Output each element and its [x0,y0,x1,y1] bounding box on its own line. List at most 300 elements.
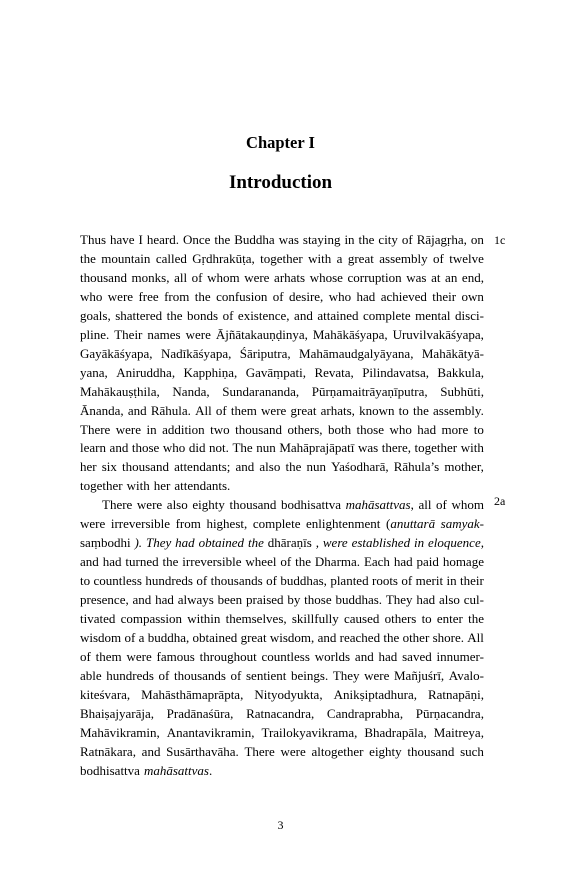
word: attendants. [174,478,231,494]
word: hundreds [106,667,154,683]
italic-term: mahāsattvas [143,762,209,778]
word: did [188,440,206,456]
word: Pradānaśūra, [166,705,234,721]
word: countless [93,573,142,589]
word: eighty [192,497,225,513]
word: the [162,554,179,570]
word: were [80,516,106,532]
word: beings. [291,667,329,683]
word: had [102,554,122,570]
word: They [385,592,413,608]
text-line [80,269,484,288]
word: bonds [187,307,219,323]
italic-term: ). [134,535,143,551]
word: roots [371,573,398,589]
word: homage [442,554,484,570]
word: who [328,288,352,304]
italic-term: had [175,535,195,551]
word: Bhaiṣajyarāja, [80,705,154,721]
word: Rāhula’s [393,459,440,475]
word: thousand [80,269,127,285]
word: presence, [80,592,129,608]
text-line [80,515,484,534]
text-line [80,610,484,629]
word: kiteśvara, [80,686,131,702]
word: turned [125,554,159,570]
word: pline. [80,326,110,342]
word: a [336,250,343,266]
word: cul- [463,592,484,608]
word: a [138,630,145,646]
word: dhāraṇīs [267,535,312,551]
word: of [433,250,444,266]
word: Buddha [234,232,275,247]
text-line [80,553,484,572]
word: corruption [347,269,402,285]
word: Rājagṛha, [416,232,467,247]
italic-term: obtained [198,535,245,551]
word: such [460,743,484,759]
word: was [278,232,299,247]
word: . [208,762,213,778]
word: the [285,459,302,475]
word: known [359,402,395,418]
word: were [185,326,211,342]
word: were [126,648,152,664]
word: wisdom, [269,630,315,646]
word: All [195,402,212,418]
text-line [80,326,484,345]
word: reached [339,630,381,646]
word: mother, [444,459,484,475]
word: those [356,421,384,437]
word: others [384,611,417,627]
word: Pūrṇamaitrāyaṇīputra, [311,383,428,399]
word: mountain [101,250,151,266]
word: with [126,478,150,494]
word: thousand [229,497,277,513]
word: to [80,573,91,589]
word: Ratnākara, [80,743,136,759]
word: were [261,402,287,418]
text-line [80,724,484,743]
text-line [80,496,484,515]
word: were [136,497,163,513]
text-line [80,345,484,364]
word: I [138,232,143,247]
text-line [80,477,484,496]
word: nun [256,440,276,456]
word [144,762,216,781]
word: thousands [173,667,226,683]
word: Each [363,554,390,570]
marginal-reference-2: 2a [494,494,506,508]
word: an [445,269,458,285]
word: worlds [314,648,351,664]
word: and [235,459,255,475]
word: and [317,630,337,646]
word: the [383,630,400,646]
word: of [80,648,91,664]
word: their [460,573,484,589]
word: Aniruddha, [116,364,176,380]
word: praised [246,592,284,608]
italic-term: They [145,535,172,551]
word: addition [162,421,205,437]
word: Gavāṃpati, [245,364,307,380]
word: enter [436,611,463,627]
word: Pūrṇacandra, [415,705,484,721]
word: Kapphiṇa, [183,364,238,380]
text-line [80,762,484,781]
word: six [101,459,117,475]
word: ( [385,516,391,532]
word: and [294,307,313,323]
word: Ratnacandra, [246,705,315,721]
word: Nadīkāśyapa, [160,345,232,361]
word: Dharma. [314,554,361,570]
word: of [436,497,447,513]
word [386,515,435,534]
word: were [280,743,306,759]
word: Mañjuśrī, [393,667,445,683]
text-line [80,421,484,440]
word: within [187,611,221,627]
word: obtained [192,630,238,646]
word: thousand [407,743,455,759]
word: twelve [449,250,484,266]
word: All [467,630,484,646]
word: countless [261,648,310,664]
word: of [196,573,208,589]
word: own [461,288,484,304]
word: Pilindavatsa, [362,364,429,380]
word: great [240,630,267,646]
word: compassion [120,611,182,627]
word: of [401,232,413,247]
word: by [287,592,301,608]
word: monks, [131,269,170,285]
word: names [147,326,181,342]
word: Bhadrapāla, [364,724,427,740]
word: all [174,269,188,285]
word: confusion [216,288,268,304]
word: two [210,421,230,437]
word: , [410,497,414,513]
marginal-reference-1: 1c [494,233,506,247]
word: been [217,592,243,608]
word: whose [309,269,343,285]
word: others, [287,421,323,437]
word: have [109,232,135,247]
word: Ājñātakauṇḍinya, [215,326,308,342]
word: who [80,288,103,304]
text-line [80,288,484,307]
word: altogether [311,743,364,759]
word: was [406,269,427,285]
word: other [402,630,430,646]
word: saved [402,648,432,664]
paragraph [80,231,484,496]
word: on [470,232,484,247]
word: nun [306,459,326,475]
word: had [416,592,436,608]
word: were [244,269,270,285]
word: wheel [245,554,277,570]
italic-term: established [351,535,411,551]
word: Bakkula, [437,364,484,380]
word: heard. [146,232,179,247]
word: Mahākāśyapa, [312,326,388,342]
word: eighty [369,743,402,759]
word: paid [416,554,439,570]
word: desire, [289,288,324,304]
text-line [80,458,484,477]
word: existence, [237,307,290,323]
word: to [398,402,409,418]
word [346,496,414,515]
word: skillfully [291,611,339,627]
word: called [155,250,187,266]
word: and [132,592,152,608]
word: saṃbodhi [80,535,131,551]
word: also [166,497,188,513]
word: who [389,421,412,437]
word: the [295,554,311,570]
word: Nityodyukta, [254,686,323,702]
word: the [80,250,96,266]
word: thousand [122,459,169,475]
word: Mahāvikramin, [80,724,160,740]
word: assembly [379,250,428,266]
word: of [191,269,203,285]
word: bodhisattva [80,762,140,778]
word: staying [302,232,341,247]
word: whom [451,497,484,513]
word: able [80,667,102,683]
text-line [80,743,484,762]
text-line [80,629,484,648]
word: and [127,402,147,418]
word: Once [182,232,211,247]
word: great [290,402,317,418]
text-line [80,383,484,402]
word: were [364,667,390,683]
word: Śāriputra, [239,345,291,361]
word: Anikṣiptadhura, [333,686,417,702]
text-line [80,307,484,326]
word: with [308,250,332,266]
word: were [107,288,134,304]
word: sentient [245,667,287,683]
word: tivated [80,611,116,627]
word: irreversible [182,554,242,570]
word: together [414,440,458,456]
word: Uruvilvakāśyapa, [392,326,484,342]
word: Mahākātyā- [421,345,484,361]
word: of [266,573,277,589]
word: There [102,497,133,513]
word: the [214,232,231,247]
text-line [80,591,484,610]
chapter-title: Introduction [228,172,333,193]
text-line [80,648,484,667]
word: thousands [210,573,263,589]
word: caused [344,611,380,627]
word: attendants; [174,459,231,475]
text-line [80,705,484,724]
word: together [80,478,123,494]
word: irreversible [110,516,171,532]
italic-term: anuttarā [390,516,436,532]
chapter-body-text [80,231,484,781]
word: disci- [455,307,484,323]
word: in [146,421,157,437]
word: was [357,440,379,456]
word: Avalo- [448,667,484,683]
italic-term: the [247,535,264,551]
word: at [431,269,441,285]
word: Maitreya, [433,724,484,740]
paragraph [80,496,484,780]
word: Their [114,326,143,342]
word: of [158,667,170,683]
word: wisdom [80,630,122,646]
word: shattered [115,307,163,323]
word: the [358,232,375,247]
text-line [80,534,484,553]
word: Gayākāśyapa, [80,345,153,361]
text-line [80,686,484,705]
word: of [272,288,284,304]
word: in [344,232,355,247]
word: those [304,592,332,608]
word: Subhūti, [440,383,484,399]
word: merit [415,573,444,589]
word: hundreds [145,573,193,589]
word: her [80,459,97,475]
word: to [421,611,432,627]
text-line [80,667,484,686]
word: enlightenment [306,516,381,532]
italic-term: were [322,535,348,551]
word: of [280,554,292,570]
word: and [80,554,99,570]
word: Ānanda, [80,402,124,418]
word: buddhas, [280,573,327,589]
word: Mahāsthāmaprāpta, [141,686,244,702]
word: and [109,440,129,456]
word: with [460,440,484,456]
word: the [194,288,211,304]
word: shore. [432,630,464,646]
word: There [80,421,111,437]
word: Rāhula. [150,402,191,418]
word: them [95,648,122,664]
word: together [260,250,303,266]
word: had [356,288,376,304]
word: learn [80,440,106,456]
word: those [131,440,160,456]
word: had [417,421,437,437]
word: Candraprabha, [326,705,404,721]
word: complete [362,307,411,323]
word: famous [156,648,195,664]
word: arhats, [320,402,355,418]
word: Mahākauṣṭhila, [80,383,160,399]
word: always [177,592,214,608]
word: The [232,440,253,456]
word: of [401,573,413,589]
word: of [124,630,136,646]
word: achieved [380,288,427,304]
word: Thus [80,232,106,247]
word: goals, [80,307,111,323]
word: end, [461,269,484,285]
word: the [166,307,183,323]
word: of [215,402,227,418]
word: were [115,421,142,437]
word: not. [209,440,229,456]
word: bodhisattva [281,497,341,513]
word: also [438,592,460,608]
word: throughout [199,648,257,664]
word: her [153,478,171,494]
word: the [468,611,484,627]
word: Revata, [314,364,354,380]
page-number: 3 [277,818,284,832]
word: Nanda, [172,383,210,399]
word: mental [415,307,451,323]
word: all [418,497,432,513]
word: and [141,743,161,759]
italic-term: eloquence, [428,535,484,551]
word: Gṛdhrakūṭa, [192,250,255,266]
word: had [378,648,398,664]
word: in [446,573,457,589]
italic-term: samyak- [440,516,484,532]
text-line [80,572,484,591]
word: Anantavikramin, [166,724,255,740]
text-line [80,402,484,421]
word: innumer- [436,648,484,664]
word: buddhas. [335,592,383,608]
word: of [222,307,234,323]
word: great [347,250,374,266]
word: to [473,421,484,437]
word: free [138,288,159,304]
word: Trailokyavikrama, [261,724,358,740]
text-line [80,439,484,458]
word: city [378,232,398,247]
word: Mahāprajāpatī [279,440,355,456]
word: Mahāmaudgalyāyana, [299,345,414,361]
word: complete [252,516,301,532]
word: their [432,288,457,304]
word: buddha, [147,630,190,646]
word: planted [330,573,369,589]
text-line [80,364,484,383]
chapter-label: Chapter I [246,133,315,152]
word: from [164,288,190,304]
word: from [175,516,201,532]
word: also [259,459,281,475]
word: had [393,554,413,570]
word: arhats [274,269,306,285]
word: the [412,402,429,418]
italic-term: mahāsattvas [345,497,411,513]
word: attained [317,307,359,323]
